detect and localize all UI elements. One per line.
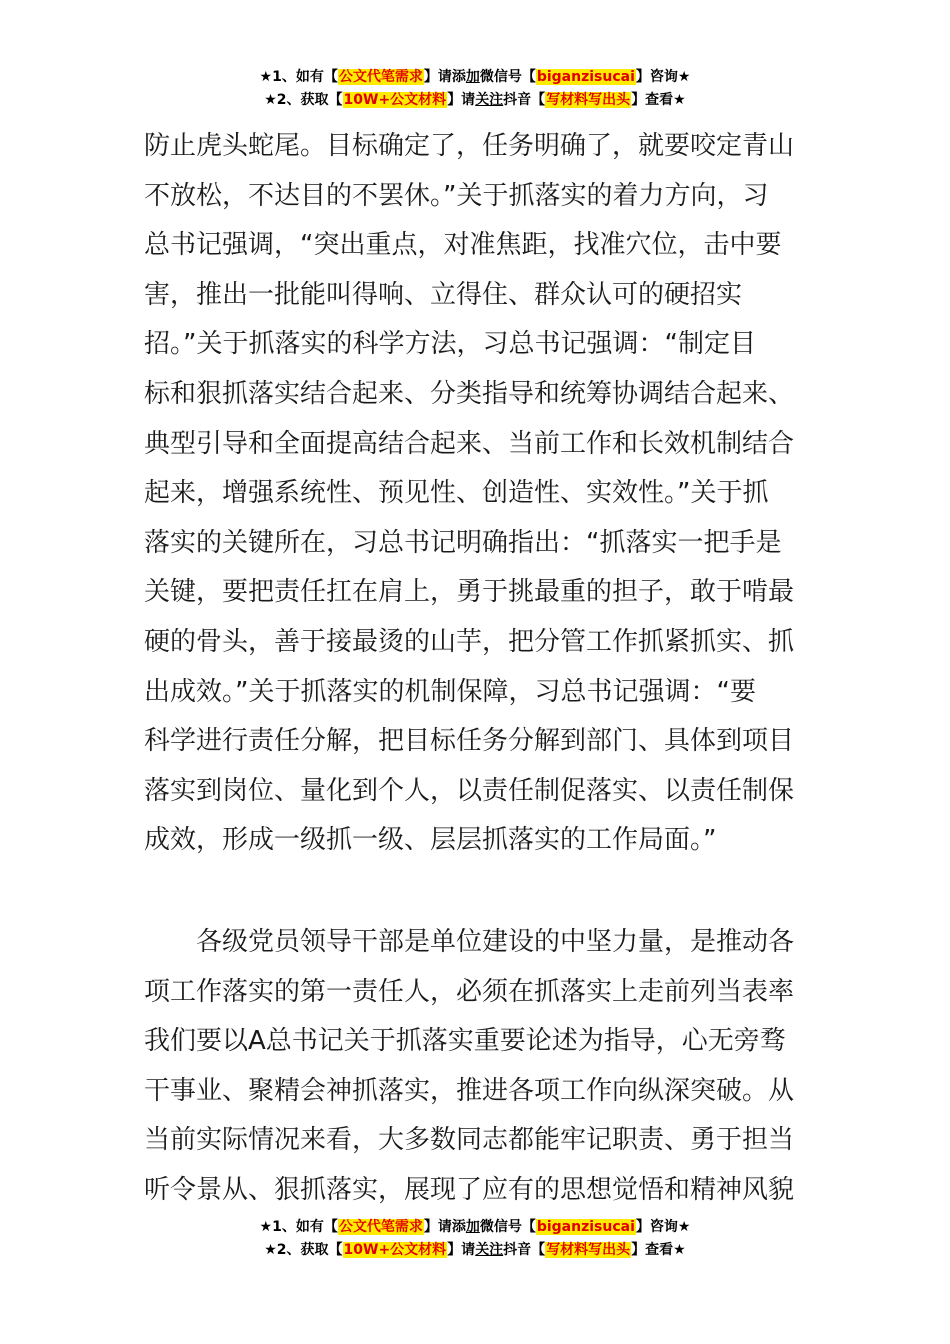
text-line: 我们要以A总书记关于抓落实重要论述为指导，心无旁骛 [144,1026,786,1057]
paragraph-1 [144,122,808,866]
text-line: 听令景从、狠抓落实，展现了应有的思想觉悟和精神风貌 [144,1174,795,1205]
text-line: 典型引导和全面提高结合起来、当前工作和长效机制结合 [144,428,795,459]
text-line: 科学进行责任分解，把目标任务分解到部门、具体到项目 [144,726,795,757]
text-line: 硬的骨头，善于接最烫的山芋，把分管工作抓紧抓实、抓 [144,626,795,657]
highlight-wechat-id: biganzisucai [536,1219,635,1235]
text-line: 不放松，不达目的不罢休。”关于抓落实的着力方向，习 [144,180,769,211]
text-line: 干事业、聚精会神抓落实，推进各项工作向纵深突破。从 [144,1075,795,1106]
footer-banner [0,1216,950,1262]
text-line: 标和狠抓落实结合起来、分类指导和统筹协调结合起来、 [144,378,795,409]
highlight-service: 公文代笔需求 [338,69,423,85]
text-line: 害，推出一批能叫得响、立得住、群众认可的硬招实 [144,279,743,310]
banner-line-1: ★1、如有【公文代笔需求】请添加微信号【biganzisucai】咨询★ [259,1219,691,1235]
header-banner [0,66,950,112]
text-line: 各级党员领导干部是单位建设的中坚力量，是推动各 [196,927,795,957]
text-line: 防止虎头蛇尾。目标确定了，任务明确了，就要咬定青山 [144,131,795,161]
banner-line-2: ★2、获取【10W+公文材料】请关注抖音【写材料写出头】查看★ [264,1242,686,1258]
highlight-wechat-id: biganzisucai [536,69,635,85]
text-line: 成效，形成一级抓一级、层层抓落实的工作局面。” [144,825,717,856]
highlight-materials: 10W+公文材料 [343,92,447,108]
text-line: 招。”关于抓落实的科学方法，习总书记强调：“制定目 [144,329,756,360]
highlight-douyin-account: 写材料写出头 [546,92,631,108]
banner-line-2: ★2、获取【10W+公文材料】请关注抖音【写材料写出头】查看★ [264,92,686,108]
text-line: 出成效。”关于抓落实的机制保障，习总书记强调：“要 [144,676,756,707]
text-line: 项工作落实的第一责任人，必须在抓落实上走前列当表率 [144,976,795,1007]
text-line: 当前实际情况来看，大多数同志都能牢记职责、勇于担当 [144,1125,795,1156]
text-line: 起来，增强系统性、预见性、创造性、实效性。”关于抓 [144,478,769,509]
text-line: 关键，要把责任扛在肩上，勇于挑最重的担子，敢于啃最 [144,577,795,608]
text-line: 落实到岗位、量化到个人，以责任制促落实、以责任制保 [144,775,795,806]
text-line: 总书记强调，“突出重点，对准焦距，找准穴位，击中要 [144,230,782,261]
paragraph-2 [144,918,808,1216]
highlight-materials: 10W+公文材料 [343,1242,447,1258]
highlight-douyin-account: 写材料写出头 [546,1242,631,1258]
text-line: 落实的关键所在，习总书记明确指出：“抓落实一把手是 [144,527,782,558]
highlight-service: 公文代笔需求 [338,1219,423,1235]
banner-line-1: ★1、如有【公文代笔需求】请添加微信号【biganzisucai】咨询★ [259,69,691,85]
